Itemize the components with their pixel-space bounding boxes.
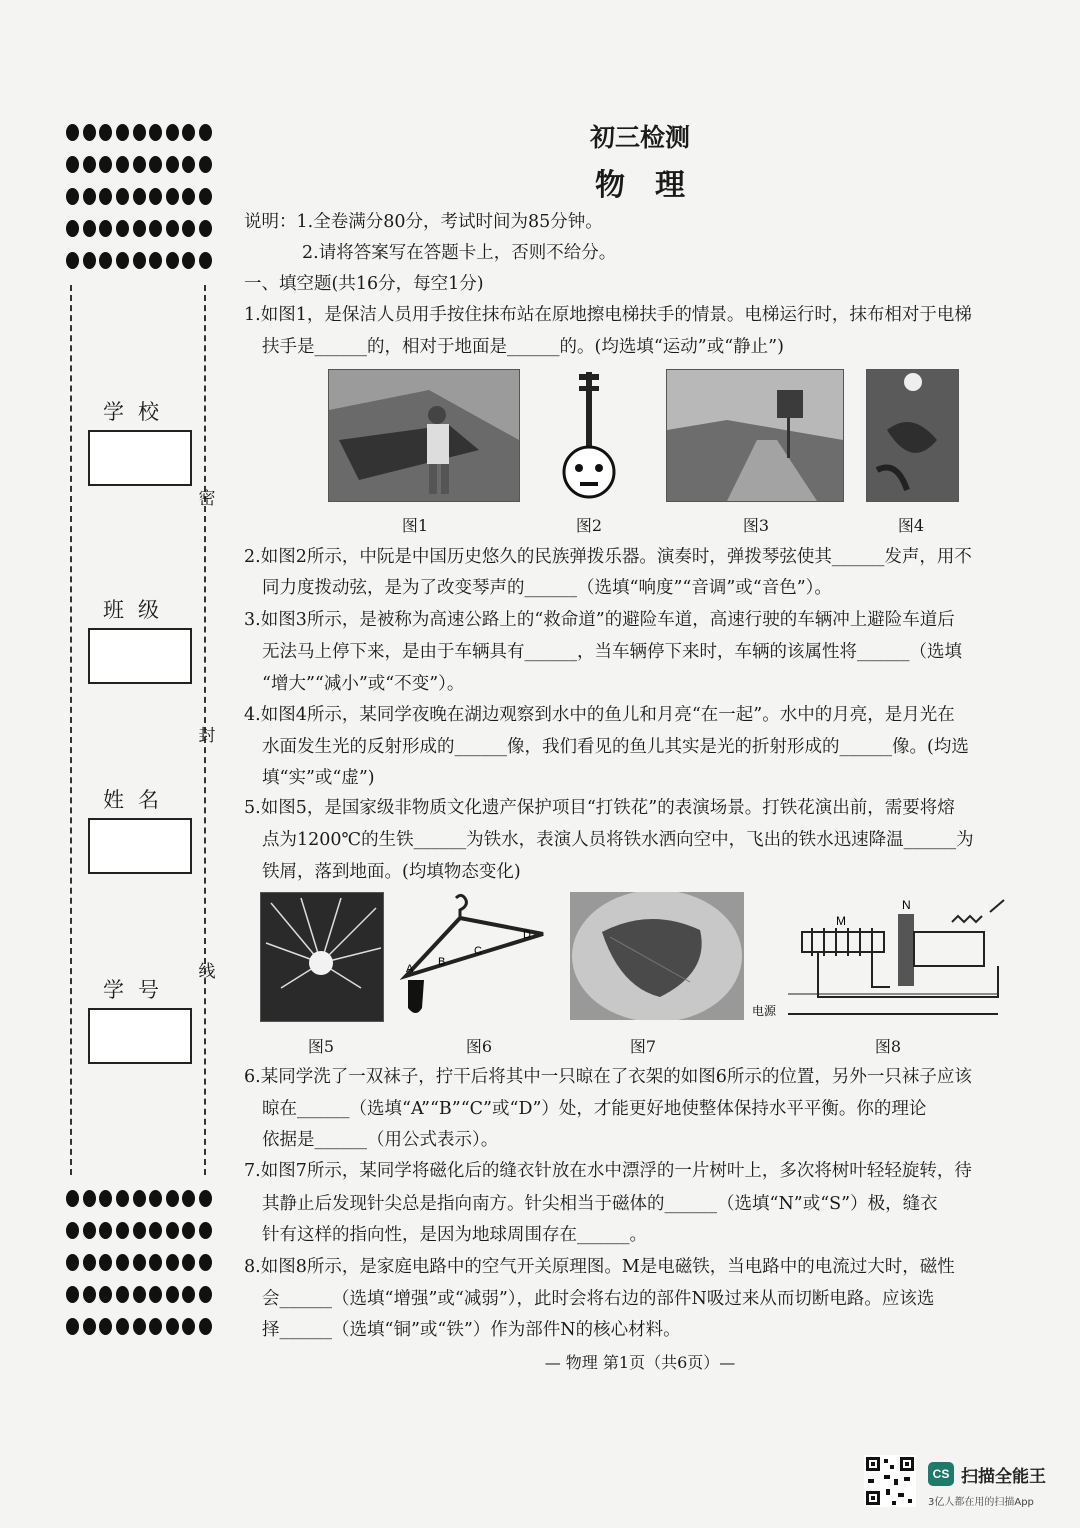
fig8-label-n: N xyxy=(902,898,911,912)
figure-5-iron-flowers xyxy=(260,892,384,1022)
q6-line-3: 依据是______（用公式表示）。 xyxy=(262,1130,499,1150)
q8-line-1: 8.如图8所示，是家庭电路中的空气开关原理图。M是电磁铁，当电路中的电流过大时，磁性 xyxy=(244,1257,955,1277)
q6-line-2: 晾在______（选填“A”“B”“C”或“D”）处，才能更好地使整体保持水平平衡。你的理论 xyxy=(262,1099,927,1119)
q3-line-1: 3.如图3所示，是被称为高速公路上的“救命道”的避险车道，高速行驶的车辆冲上避险车道后 xyxy=(244,610,955,630)
figure-6-hanger xyxy=(400,892,550,1020)
q4-line-2: 水面发生光的反射形成的______像，我们看见的鱼儿其实是光的折射形成的______像。(均选 xyxy=(262,737,969,757)
fig6-label-a: A xyxy=(406,963,414,975)
class-label: 班级 xyxy=(103,598,173,622)
q5-line-2: 点为1200℃的生铁______为铁水，表演人员将铁水洒向空中，飞出的铁水迅速降温______为 xyxy=(262,830,974,850)
note-2: 2.请将答案写在答题卡上，否则不给分。 xyxy=(302,243,617,263)
class-input[interactable] xyxy=(88,628,192,684)
subject-title: 物 理 xyxy=(595,168,685,203)
exam-title: 初三检测 xyxy=(589,123,690,152)
q8-line-2: 会______（选填“增强”或“减弱”），此时会将右边的部件N吸过来从而切断电路。应该选 xyxy=(262,1289,935,1309)
q5-line-3: 铁屑，落到地面。(均填物态变化) xyxy=(262,862,521,882)
fig8-label-m: M xyxy=(836,914,846,928)
caption-fig-4: 图4 xyxy=(897,516,925,535)
scanner-app-name: 扫描全能王 xyxy=(961,1467,1046,1487)
q5-line-1: 5.如图5，是国家级非物质文化遗产保护项目“打铁花”的表演场景。打铁花演出前，需要将熔 xyxy=(244,798,955,818)
seal-char-feng: 封 xyxy=(198,726,216,746)
q4-line-1: 4.如图4所示，某同学夜晚在湖边观察到水中的鱼儿和月亮“在一起”。水中的月亮，是月光在 xyxy=(244,705,955,725)
school-label: 学校 xyxy=(103,400,173,424)
q1-line-1: 1.如图1，是保洁人员用手按住抹布站在原地擦电梯扶手的情景。电梯运行时，抹布相对于电梯 xyxy=(244,305,972,325)
q6-line-1: 6.某同学洗了一双袜子，拧干后将其中一只晾在了衣架的如图6所示的位置，另外一只袜子应该 xyxy=(244,1067,972,1087)
school-input[interactable] xyxy=(88,430,192,486)
q7-line-2: 其静止后发现针尖总是指向南方。针尖相当于磁体的______（选填“N”或“S”）极，缝衣 xyxy=(262,1194,938,1214)
figure-1-escalator-photo xyxy=(328,369,520,502)
binding-line-left xyxy=(70,285,72,1175)
qr-code xyxy=(864,1455,916,1507)
figure-3-runaway-ramp xyxy=(666,369,844,502)
q7-line-3: 针有这样的指向性，是因为地球周围存在______。 xyxy=(262,1225,647,1245)
name-input[interactable] xyxy=(88,818,192,874)
fig6-label-c: C xyxy=(474,945,482,957)
q2-line-2: 同力度拨动弦，是为了改变琴声的______（选填“响度”“音调”或“音色”）。 xyxy=(262,578,832,598)
fig8-label-power: 电源 xyxy=(752,1004,777,1018)
scanner-logo-icon: CS xyxy=(928,1462,954,1486)
student-id-input[interactable] xyxy=(88,1008,192,1064)
q4-line-3: 填“实”或“虚”) xyxy=(262,768,375,788)
q2-line-1: 2.如图2所示，中阮是中国历史悠久的民族弹拨乐器。演奏时，弹拨琴弦使其______发声，用不 xyxy=(244,547,972,567)
q3-line-2: 无法马上停下来，是由于车辆具有______，当车辆停下来时，车辆的该属性将______（选填 xyxy=(262,642,962,662)
seal-char-mi: 密 xyxy=(198,489,216,509)
scanner-app-tagline: 3亿人都在用的扫描App xyxy=(928,1497,1034,1508)
note-1: 说明：1.全卷满分80分，考试时间为85分钟。 xyxy=(244,212,603,232)
caption-fig-7: 图7 xyxy=(629,1037,657,1056)
figure-8-air-switch xyxy=(752,892,1032,1022)
q1-line-2: 扶手是______的，相对于地面是______的。(均选填“运动”或“静止”) xyxy=(262,337,784,357)
caption-fig-2: 图2 xyxy=(575,516,603,535)
name-label: 姓名 xyxy=(103,788,173,812)
figure-2-zhongruan xyxy=(560,372,618,500)
page-footer: — 物理 第1页（共6页）— xyxy=(544,1353,736,1372)
seal-char-xian: 线 xyxy=(198,962,216,982)
student-id-label: 学号 xyxy=(103,978,173,1002)
caption-fig-6: 图6 xyxy=(465,1037,493,1056)
caption-fig-8: 图8 xyxy=(874,1037,902,1056)
caption-fig-3: 图3 xyxy=(742,516,770,535)
fig6-label-b: B xyxy=(438,956,446,968)
fig6-label-d: D xyxy=(523,929,531,941)
q3-line-3: “增大”“减小”或“不变”）。 xyxy=(262,674,465,694)
caption-fig-1: 图1 xyxy=(401,516,429,535)
q8-line-3: 择______（选填“铜”或“铁”）作为部件N的核心材料。 xyxy=(262,1320,681,1340)
caption-fig-5: 图5 xyxy=(307,1037,335,1056)
section-heading: 一、填空题(共16分，每空1分) xyxy=(244,274,484,294)
q7-line-1: 7.如图7所示，某同学将磁化后的缝衣针放在水中漂浮的一片树叶上，多次将树叶轻轻旋转，待 xyxy=(244,1161,972,1181)
figure-7-leaf-needle xyxy=(570,892,744,1020)
figure-4-moon-fish xyxy=(866,369,959,502)
